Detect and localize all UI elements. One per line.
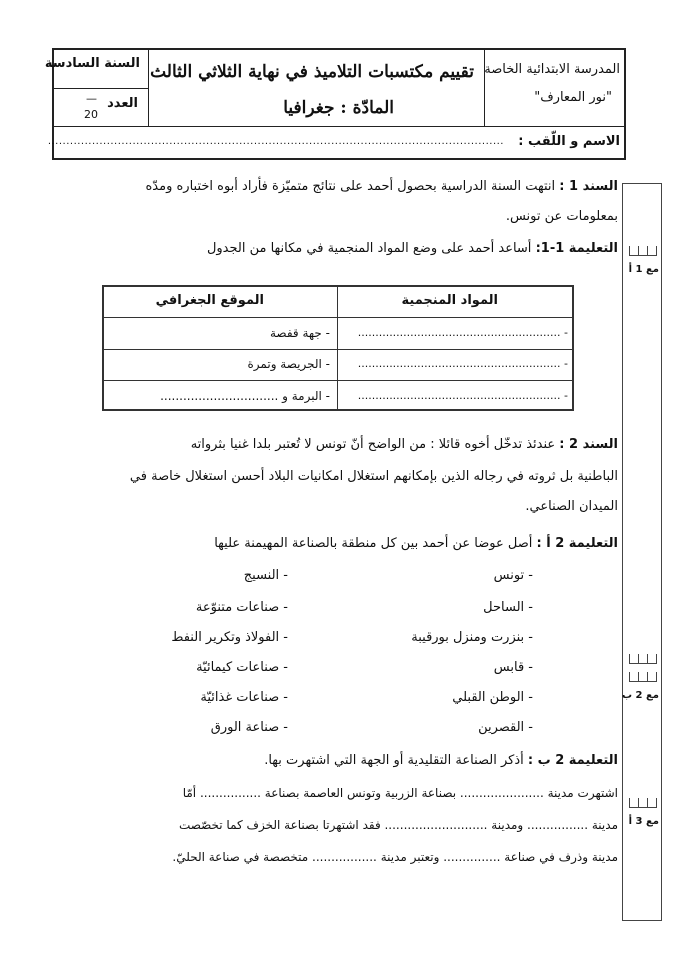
criterion-2b: مع 2 ب: [621, 690, 659, 701]
doc2-line3: الميدان الصناعي.: [525, 499, 618, 514]
score-dash: —: [86, 92, 97, 105]
region-item[interactable]: - القصرين: [478, 720, 533, 735]
industry-item[interactable]: - الفولاذ وتكرير النفط: [171, 630, 288, 645]
industry-item[interactable]: - صناعات غذائيّة: [200, 690, 288, 705]
doc1-line1: [145, 178, 618, 196]
table-header-minerals: المواد المنجمية: [401, 293, 498, 308]
table-col-divider: [337, 287, 338, 409]
task2a-instruction: [214, 535, 618, 553]
name-label: الاسم و اللّقب :: [518, 134, 620, 149]
industry-item[interactable]: - صناعات متنوّعة: [195, 600, 288, 615]
task2b-line2[interactable]: مدينة ................ ومدينة ........................... فقد اشتهرتا بصناعة الخزف كما تخصّصت: [178, 818, 618, 832]
grade-boxes: [629, 672, 657, 682]
task2b-line1[interactable]: اشتهرت مدينة ...................... بصناعة الزربية وتونس العاصمة بصناعة ................ أمّا: [182, 786, 618, 800]
region-item[interactable]: - الساحل: [483, 600, 533, 615]
table-row-divider: [104, 349, 572, 350]
minerals-table: [102, 285, 574, 411]
task2b-instruction: [264, 752, 618, 770]
name-field[interactable]: ............................................................................................................................: [47, 136, 504, 147]
region-item[interactable]: - قابس: [493, 660, 533, 675]
industry-item[interactable]: - صناعة الورق: [210, 720, 288, 735]
table-cell-location: - جهة قفصة: [270, 326, 330, 340]
grade-boxes: [629, 798, 657, 808]
task2b-line3[interactable]: مدينة وذرف في صناعة ............... وتعتبر مدينة ................. متخصصة في صناعة الحليّ.: [172, 850, 618, 864]
industry-item[interactable]: - النسيج: [243, 568, 288, 583]
table-row-divider: [104, 380, 572, 381]
grading-strip: [622, 183, 662, 921]
industry-item[interactable]: - صناعات كيمائيّة: [196, 660, 288, 675]
table-header-location: الموقع الجغرافي: [155, 293, 264, 308]
task2a-label: التعليمة 2 أ :: [536, 536, 618, 551]
score-total: 20: [84, 108, 98, 121]
grade-boxes: [629, 654, 657, 664]
header-divider: [54, 88, 148, 89]
table-cell-location: - الجريصة وتمرة: [247, 357, 330, 371]
task1-label: التعليمة 1-1:: [535, 241, 618, 256]
header-divider: [148, 50, 149, 126]
header-divider: [54, 126, 624, 127]
criterion-1a: مع 1 أ: [628, 264, 659, 275]
task1-text: أساعد أحمد على وضع المواد المنجمية في مكانها من الجدول: [206, 241, 532, 256]
region-item[interactable]: - بنزرت ومنزل بورقيبة: [411, 630, 533, 645]
grade-boxes: [629, 246, 657, 256]
table-cell-location[interactable]: - البرمة و ...............................: [160, 389, 330, 403]
header-box: [44, 48, 626, 160]
task2b-text: أذكر الصناعة التقليدية أو الجهة التي اشتهرت بها.: [264, 753, 524, 768]
exam-title: تقييم مكتسبات التلاميذ في نهاية الثلاثي الثالث: [150, 62, 474, 82]
task2b-label: التعليمة 2 ب :: [527, 753, 618, 768]
doc1-line2: بمعلومات عن تونس.: [505, 209, 618, 224]
doc2-text: عندئذ تدخّل أخوه قائلا : من الواضح أنّ تونس لا تُعتبر بلدا غنيا بثرواته: [190, 437, 556, 452]
school-name: المدرسة الابتدائية الخاصة: [484, 62, 620, 77]
table-row-divider: [104, 317, 572, 318]
doc1-label: السند 1 :: [559, 179, 618, 194]
doc2-line1: [191, 436, 618, 454]
subject-title: المادّة : جغرافيا: [283, 98, 394, 118]
region-item[interactable]: - الوطن القبلي: [452, 690, 533, 705]
table-cell-mineral[interactable]: - ..........................................................: [357, 357, 568, 370]
table-cell-mineral[interactable]: - ..........................................................: [357, 326, 568, 339]
region-item[interactable]: - تونس: [493, 568, 533, 583]
task1-instruction: [207, 240, 618, 258]
task2a-text: أصل عوضا عن أحمد بين كل منطقة بالصناعة المهيمنة عليها: [214, 536, 533, 551]
doc2-line2: الباطنية بل ثروته في رجاله الذين بإمكانهم استغلال امكانيات البلاد أحسن استغلال خاصة في: [129, 469, 618, 484]
table-cell-mineral[interactable]: - ..........................................................: [357, 389, 568, 402]
school-subname: "نور المعارف": [534, 90, 612, 105]
criterion-3a: مع 3 أ: [628, 816, 659, 827]
score-label: العدد: [107, 96, 138, 111]
doc2-label: السند 2 :: [559, 437, 618, 452]
doc1-text: انتهت السنة الدراسية بحصول أحمد على نتائج متميّزة فأراد أبوه اختباره ومدّه: [145, 179, 556, 194]
grade-label: السنة السادسة: [44, 56, 140, 71]
